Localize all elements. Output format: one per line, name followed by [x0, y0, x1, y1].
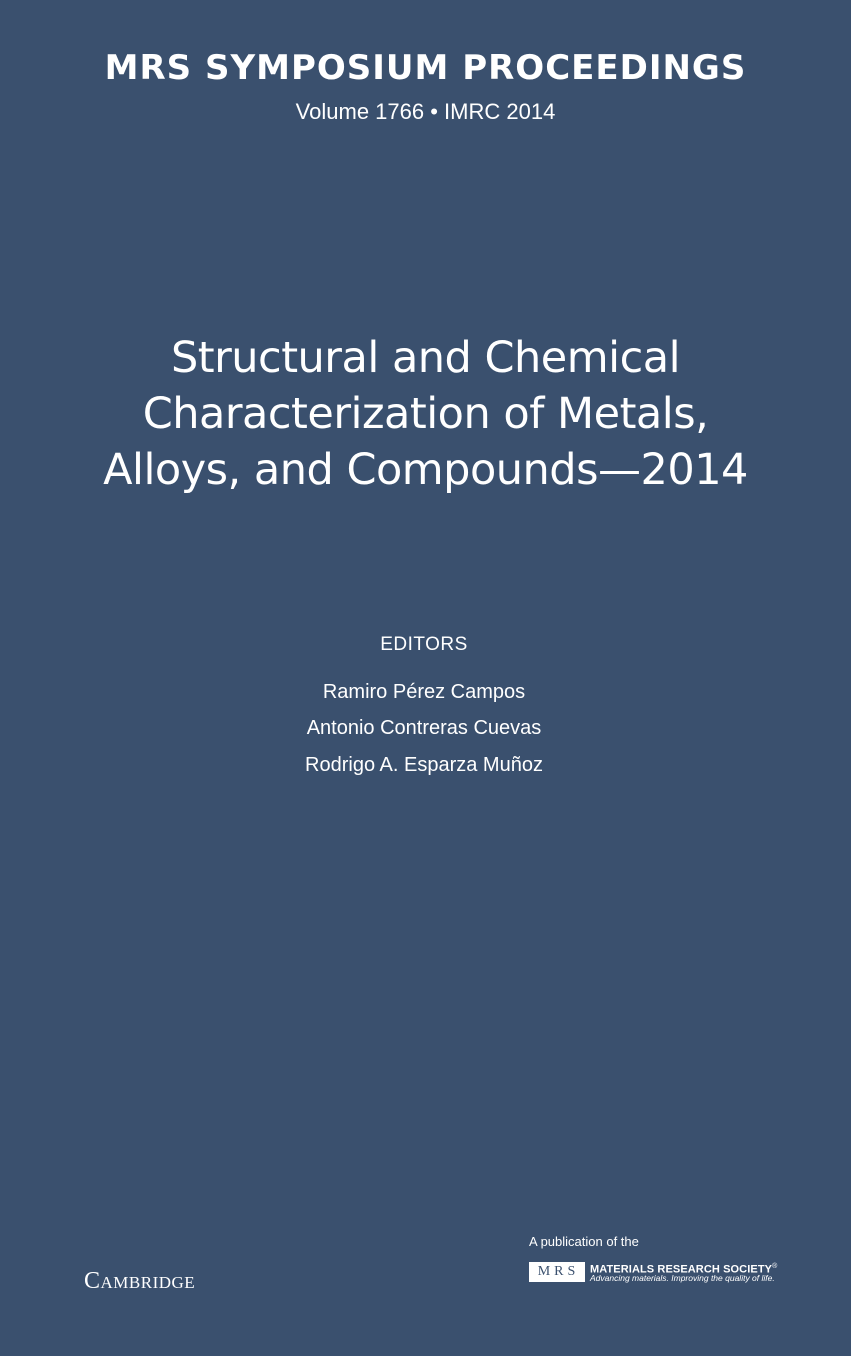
book-title-line: Characterization of Metals, — [142, 389, 709, 439]
mrs-logo — [529, 1262, 829, 1284]
editor-name: Ramiro Pérez Campos — [322, 681, 526, 703]
book-title-line: Structural and Chemical — [170, 333, 681, 383]
society-name-text: MATERIALS RESEARCH SOCIETY — [590, 1263, 773, 1276]
mrs-mark-icon: MRS — [529, 1262, 585, 1282]
editor-name: Antonio Contreras Cuevas — [306, 717, 542, 739]
series-title: MRS SYMPOSIUM PROCEEDINGS — [104, 48, 747, 88]
cambridge-logo: Cambridge — [84, 1268, 196, 1294]
editors-heading: EDITORS — [380, 634, 468, 655]
book-title — [40, 330, 811, 498]
publication-note: A publication of the — [529, 1234, 639, 1249]
volume-line: Volume 1766 • IMRC 2014 — [295, 99, 556, 124]
book-title-line: Alloys, and Compounds—2014 — [103, 445, 748, 495]
registered-mark: ® — [772, 1263, 778, 1270]
editor-name: Rodrigo A. Esparza Muñoz — [305, 754, 543, 776]
society-tagline: Advancing materials. Improving the quality of life. — [590, 1273, 775, 1283]
